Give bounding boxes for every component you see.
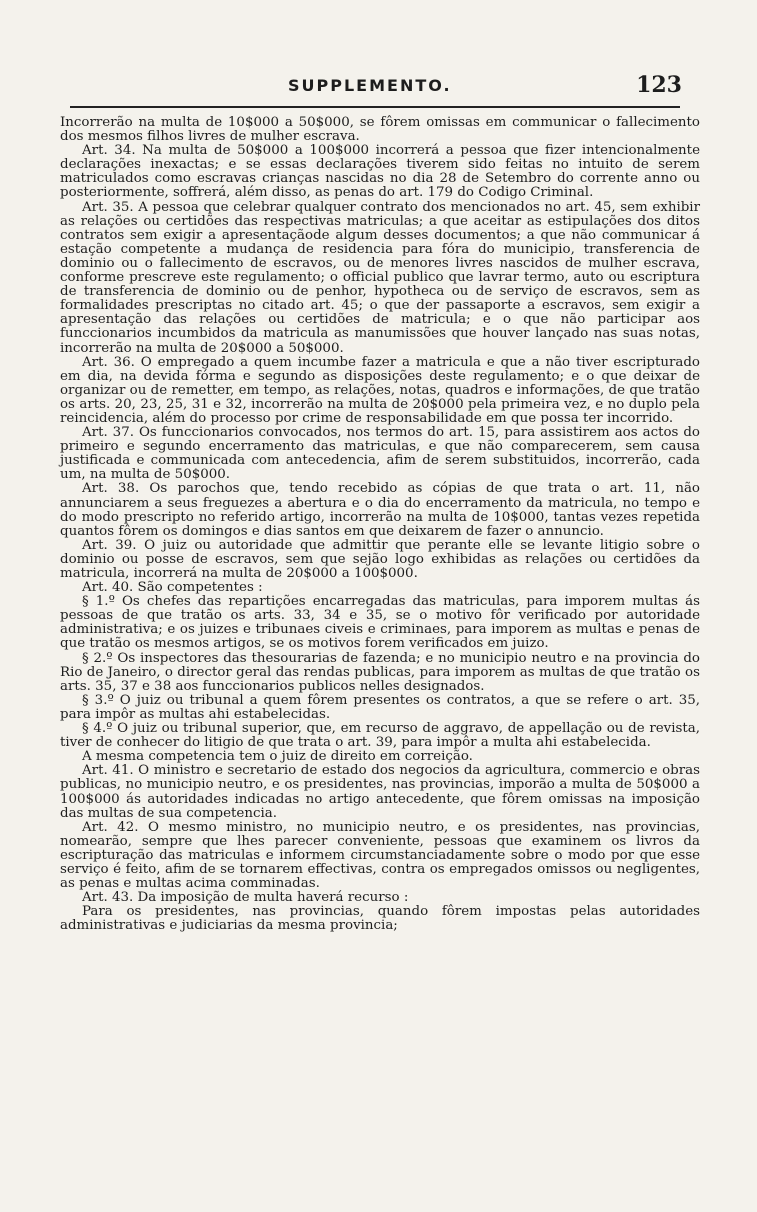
article-41: Art. 41. O ministro e secretario de estado dos negocios da agricultura, commercio e obras publicas, no municipio neutro, e os presidentes, nas provincias, imporão a multa de 50$000 a 100$000 ás autoridades indicadas no artigo antecedente, que fôrem omissas na imposição das multas de sua competencia. — [60, 763, 700, 821]
article-35: Art. 35. A pessoa que celebrar qualquer contrato dos mencionados no art. 45, sem exhibir as relações ou certidões das respectivas matriculas; a que aceitar as estipulações dos ditos contratos sem exigir a apresentaçãode algum desses documentos; a que não communicar á estação competente a mudança de residencia para fóra do municipio, transferencia de dominio ou o fallecimento de escravos, ou de menores livres nascidos de mulher escrava, conforme prescreve este regulamento; o official publico que lavrar termo, auto ou escriptura de transferencia de dominio ou de penhor, hypotheca ou de serviço de escravos, sem as formalidades prescriptas no citado art. 45; o que der passaporte a escravos, sem exigir a apresentação das relações ou certidões de matricula; e o que não participar aos funccionarios incumbidos da matricula as manumissões que houver lançado nas suas notas, incorrerão na multa de 20$000 a 50$000. — [60, 199, 700, 356]
article-38: Art. 38. Os parochos que, tendo recebido as cópias de que trata o art. 11, não annunciarem a seus freguezes a abertura e o dia do encerramento da matricula, no tempo e do modo prescripto no referido artigo, incorrerão na multa de 10$000, tantas vezes repetida quantos fôrem os domingos e dias santos em que deixarem de fazer o annuncio. — [60, 481, 700, 539]
article-40-para-4: § 4.º O juiz ou tribunal superior, que, em recurso de aggravo, de appellação ou de revista, tiver de conhecer do litigio de que trata o art. 39, para impôr a multa ahi estabelecida. — [60, 721, 700, 751]
page-body — [60, 116, 700, 933]
article-43-recurso: Para os presidentes, nas provincias, quando fôrem impostas pelas autoridades administrativas e judiciarias da mesma provincia; — [60, 904, 700, 934]
article-34: Art. 34. Na multa de 50$000 a 100$000 incorrerá a pessoa que fizer intencionalmente declarações inexactas; e se essas declarações tiverem sido feitas no intuito de serem matriculados como escravas crianças nascidas no dia 28 de Setembro do corrente anno ou posteriormente, soffrerá, além disso, as penas do art. 179 do Codigo Criminal. — [60, 143, 700, 201]
article-40: Art. 40. São competentes : — [82, 580, 263, 596]
document-page — [60, 64, 700, 934]
header-rule — [70, 106, 680, 108]
article-40-para-1: § 1.º Os chefes das repartições encarregadas das matriculas, para imporem multas ás pessoas de que tratão os arts. 33, 34 e 35, se o motivo fôr verificado por autoridade administrativa; e os juizes e tribunaes civeis e criminaes, para imporem as multas e penas de que tratão os mesmos artigos, se os motivos forem verificados em juizo. — [60, 594, 700, 652]
article-40-para-2: § 2.º Os inspectores das thesourarias de fazenda; e no municipio neutro e na provincia do Rio de Janeiro, o director geral das rendas publicas, para imporem as multas de que tratão os arts. 35, 37 e 38 aos funccionarios publicos nelles designados. — [60, 650, 700, 694]
article-39: Art. 39. O juiz ou autoridade que admittir que perante elle se levante litigio sobre o dominio ou posse de escravos, sem que sejão logo exhibidas as relações ou certidões da matricula, incorrerá na multa de 20$000 a 100$000. — [60, 537, 700, 581]
article-37: Art. 37. Os funccionarios convocados, nos termos do art. 15, para assistirem aos actos do primeiro e segundo encerramento das matriculas, e que não comparecerem, sem causa justificada e communicada com antecedencia, afim de serem substituidos, incorrerão, cada um, na multa de 50$000. — [60, 425, 700, 483]
article-36: Art. 36. O empregado a quem incumbe fazer a matricula e que a não tiver escripturado em dia, na devida fórma e segundo as disposições deste regulamento; e o que deixar de organizar ou de remetter, em tempo, as relações, notas, quadros e informações, de que tratão os arts. 20, 23, 25, 31 e 32, incorrerão na multa de 20$000 pela primeira vez, e no duplo pela reincidencia, além do processo por crime de responsabilidade em que possa ter incorrido. — [60, 354, 700, 426]
article-40-correicao: A mesma competencia tem o juiz de direito em correição. — [82, 749, 473, 765]
running-title: SUPPLEMENTO. — [288, 76, 452, 95]
page-number: 123 — [636, 72, 682, 98]
article-40-para-3: § 3.º O juiz ou tribunal a quem fôrem presentes os contratos, a que se refere o art. 35, para impôr as multas ahi estabelecidas. — [60, 692, 700, 722]
article-42: Art. 42. O mesmo ministro, no municipio neutro, e os presidentes, nas provincias, nomearão, sempre que lhes parecer conveniente, pessoas que examinem os livros da escripturação das matriculas e informem circumstanciadamente sobre o modo por que esse serviço é feito, afim de se tornarem effectivas, contra os empregados omissos ou negligentes, as penas e multas acima comminadas. — [60, 819, 700, 892]
paragraph-0: Incorrerão na multa de 10$000 a 50$000, se fôrem omissas em communicar o fallecimento dos mesmos filhos livres de mulher escrava. — [60, 115, 700, 145]
article-43: Art. 43. Da imposição de multa haverá recurso : — [82, 890, 409, 906]
page-header — [60, 64, 700, 104]
